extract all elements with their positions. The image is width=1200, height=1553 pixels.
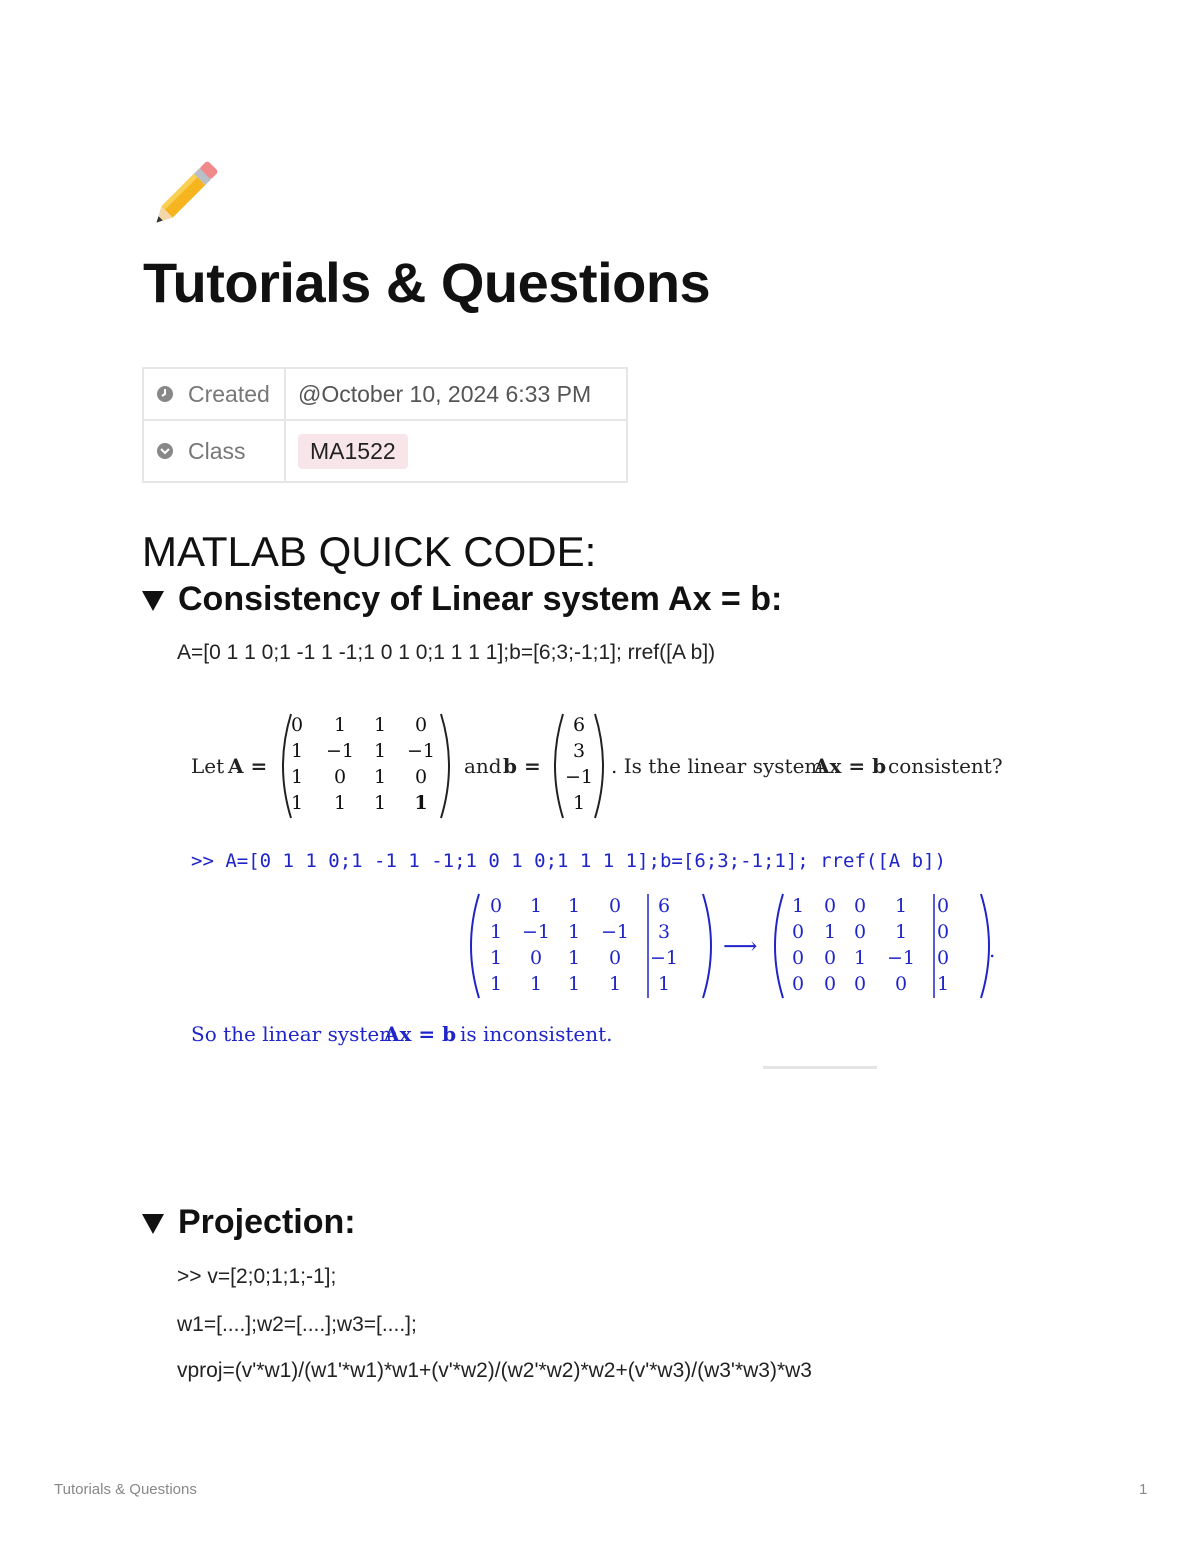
matrix-cell: 1 [567, 973, 581, 995]
matrix-cell: 0 [823, 973, 837, 995]
conclusion-pre: So the linear system [191, 1022, 399, 1046]
matrix-cell: 0 [608, 895, 622, 917]
matrix-cell: 0 [608, 947, 622, 969]
arrow: ⟶ [723, 932, 758, 960]
question-end: consistent? [888, 754, 1003, 778]
b-label: b = [503, 754, 541, 778]
matrix-cell: 1 [529, 973, 543, 995]
matrix-cell: 1 [823, 921, 837, 943]
question-figure [185, 700, 1015, 1080]
class-tag: MA1522 [298, 434, 408, 469]
let-text: Let [191, 754, 225, 778]
matrix-cell: 1 [373, 766, 387, 788]
clock-icon [156, 385, 174, 403]
matlab-command: >> A=[0 1 1 0;1 -1 1 -1;1 0 1 0;1 1 1 1];b=[6;3;-1;1]; rref([A b]) [191, 850, 946, 872]
a-label: A = [228, 754, 268, 778]
matrix-cell: 0 [290, 714, 304, 736]
matrix-cell: 1 [414, 792, 428, 814]
matrix-cell: −1 [325, 740, 354, 762]
matrix-cell: 0 [823, 947, 837, 969]
matrix-cell: 0 [791, 921, 805, 943]
matrix-cell: 1 [333, 714, 347, 736]
matrix-cell: −1 [521, 921, 550, 943]
matrix-cell: 1 [373, 740, 387, 762]
matrix-cell: 6 [572, 714, 586, 736]
augmented-cells [478, 895, 708, 999]
toggle-triangle-icon[interactable] [142, 591, 164, 611]
matrix-cell: −1 [649, 947, 678, 969]
pencil-icon [142, 152, 226, 238]
properties-table [142, 367, 628, 483]
property-label: Class [188, 437, 246, 464]
matrix-cell: 0 [414, 766, 428, 788]
matrix-cell: 1 [567, 947, 581, 969]
property-label: Created [188, 380, 270, 407]
property-name-class [142, 421, 286, 481]
toggle-consistency[interactable] [142, 580, 782, 619]
projection-line: w1=[....];w2=[....];w3=[....]; [177, 1313, 417, 1336]
matrix-cell: 0 [853, 895, 867, 917]
property-value-created[interactable] [286, 369, 628, 419]
matrix-cell: 1 [567, 921, 581, 943]
projection-line: vproj=(v'*w1)/(w1'*w1)*w1+(v'*w2)/(w2'*w2)*w2+(v'*w3)/(w3'*w3)*w3 [177, 1359, 812, 1382]
question-equation: Ax = b [814, 754, 887, 778]
matrix-cell: 1 [290, 792, 304, 814]
question-text: . Is the linear system [611, 754, 824, 778]
conclusion-equation: Ax = b [384, 1022, 457, 1046]
matrix-cell: −1 [886, 947, 915, 969]
period: . [989, 938, 996, 962]
matrix-cell: 0 [823, 895, 837, 917]
divider [763, 1066, 877, 1069]
toggle-title: Projection: [178, 1203, 356, 1241]
toggle-title: Consistency of Linear system Ax = b: [178, 580, 783, 618]
matrix-cell: 0 [791, 947, 805, 969]
projection-line: >> v=[2;0;1;1;-1]; [177, 1265, 337, 1288]
matrix-cell: 0 [936, 921, 950, 943]
page-number: 1 [1139, 1481, 1148, 1498]
matrix-cell: 0 [529, 947, 543, 969]
matrix-cell: 1 [936, 973, 950, 995]
matrix-cell: 6 [657, 895, 671, 917]
select-icon [156, 442, 174, 460]
property-row-created [142, 369, 628, 421]
consistency-code: A=[0 1 1 0;1 -1 1 -1;1 0 1 0;1 1 1 1];b=[6;3;-1;1]; rref([A b]) [177, 641, 716, 664]
conclusion-post: is inconsistent. [460, 1022, 613, 1046]
created-date: @October 10, 2024 6:33 PM [298, 380, 592, 407]
section-heading: MATLAB QUICK CODE: [142, 528, 597, 575]
matrix-cell: 0 [853, 921, 867, 943]
matrix-cell: 0 [791, 973, 805, 995]
matrix-cell: 1 [489, 947, 503, 969]
matrix-cell: 1 [333, 792, 347, 814]
matrix-cell: 1 [894, 921, 908, 943]
matrix-cell: 0 [853, 973, 867, 995]
matrix-cell: 1 [894, 895, 908, 917]
property-value-class[interactable] [286, 421, 628, 481]
matrix-cell: 3 [657, 921, 671, 943]
matrix-cell: 1 [529, 895, 543, 917]
vector-b-cells [559, 714, 599, 818]
matrix-cell: 1 [489, 973, 503, 995]
matrix-cell: 1 [567, 895, 581, 917]
matrix-cell: 1 [608, 973, 622, 995]
matrix-cell: 1 [657, 973, 671, 995]
matrix-cell: 0 [894, 973, 908, 995]
matrix-cell: 0 [333, 766, 347, 788]
matrix-cell: −1 [564, 766, 593, 788]
matrix-cell: 1 [373, 714, 387, 736]
footer-title: Tutorials & Questions [54, 1481, 197, 1498]
matrix-cell: 1 [290, 740, 304, 762]
matrix-cell: 3 [572, 740, 586, 762]
toggle-triangle-icon[interactable] [142, 1214, 164, 1234]
and-text: and [464, 754, 502, 778]
toggle-projection[interactable] [142, 1203, 356, 1242]
matrix-cell: 1 [489, 921, 503, 943]
property-row-class [142, 421, 628, 483]
matrix-cell: 1 [373, 792, 387, 814]
page-title: Tutorials & Questions [143, 251, 711, 314]
property-name-created [142, 369, 286, 419]
matrix-a-cells [283, 714, 453, 818]
matrix-cell: −1 [406, 740, 435, 762]
matrix-cell: 1 [572, 792, 586, 814]
matrix-cell: −1 [600, 921, 629, 943]
matrix-cell: 0 [489, 895, 503, 917]
rref-cells [780, 895, 990, 999]
matrix-cell: 0 [936, 895, 950, 917]
matrix-cell: 1 [791, 895, 805, 917]
matrix-cell: 0 [414, 714, 428, 736]
matrix-cell: 1 [290, 766, 304, 788]
matrix-cell: 0 [936, 947, 950, 969]
matrix-cell: 1 [853, 947, 867, 969]
